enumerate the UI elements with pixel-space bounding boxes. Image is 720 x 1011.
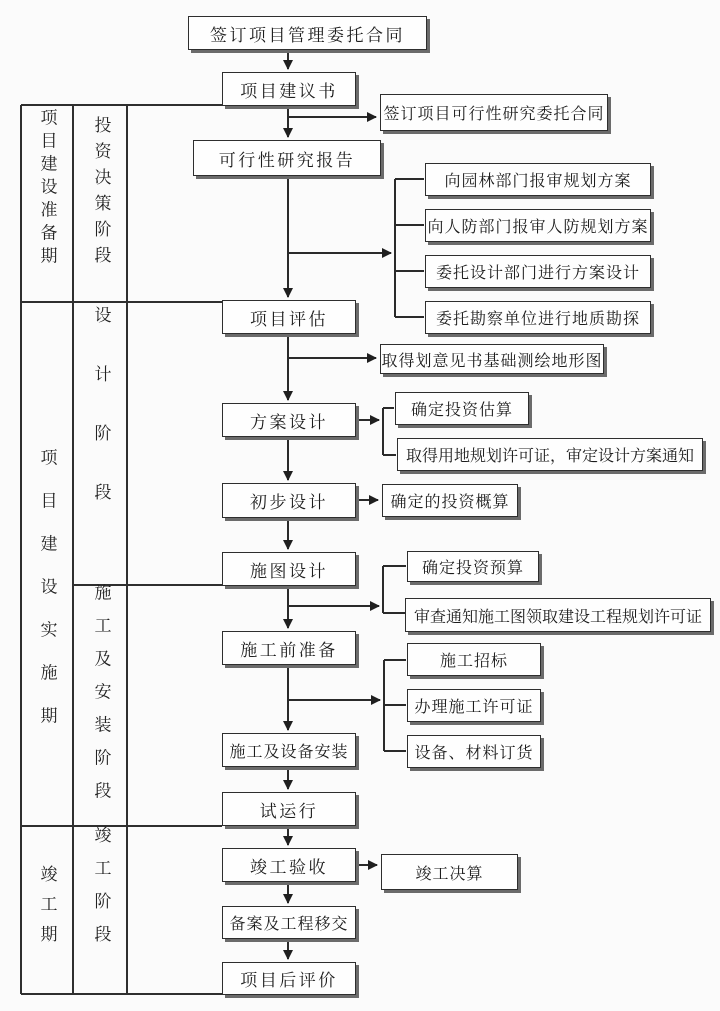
- side-box-completion-settlement: 竣工决算: [381, 854, 518, 890]
- side-box-equipment-material-ordering: 设备、材料订货: [407, 735, 541, 768]
- flow-step-construction-equipment-installation: 施工及设备安装: [222, 733, 356, 767]
- side-box-sign-feasibility-study-contract: 签订项目可行性研究委托合同: [380, 94, 608, 131]
- phase-label-preparation-period: 项目建设准备期: [37, 108, 57, 270]
- side-box-determine-investment-estimate: 确定投资估算: [395, 392, 529, 425]
- flow-step-filing-project-handover: 备案及工程移交: [222, 906, 356, 939]
- side-box-entrust-design-dept: 委托设计部门进行方案设计: [425, 255, 651, 288]
- side-box-construction-bidding: 施工招标: [407, 643, 541, 676]
- side-box-submit-planning-scheme-garden-dept: 向园林部门报审规划方案: [425, 163, 651, 196]
- flow-step-scheme-design: 方案设计: [222, 403, 356, 437]
- flow-step-construction-drawing-design: 施图设计: [222, 552, 356, 586]
- flow-step-completion-acceptance: 竣工验收: [222, 848, 356, 882]
- flow-step-feasibility-study-report: 可行性研究报告: [193, 140, 381, 176]
- side-box-obtain-land-planning-permit: 取得用地规划许可证，审定设计方案通知: [397, 438, 703, 471]
- phase-label-construction-installation-stage: 施工及安装阶段: [91, 583, 111, 815]
- side-box-determine-investment-budget: 确定投资预算: [407, 551, 539, 582]
- phase-label-completion-period: 竣工期: [37, 865, 57, 955]
- flow-step-project-proposal: 项目建议书: [222, 72, 356, 106]
- side-box-determined-investment-budget-estimate: 确定的投资概算: [382, 484, 518, 517]
- flow-step-preliminary-design: 初步设计: [222, 483, 356, 518]
- flow-step-trial-operation: 试运行: [222, 792, 356, 826]
- phase-label-investment-decision-stage: 投资决策阶段: [91, 116, 111, 272]
- phase-label-implementation-period: 项目建设实施期: [37, 448, 57, 750]
- side-box-entrust-survey-unit: 委托勘察单位进行地质勘探: [425, 301, 651, 334]
- side-box-submit-civil-defense-scheme: 向人防部门报审人防规划方案: [425, 209, 651, 242]
- flow-step-pre-construction-preparation: 施工前准备: [222, 631, 356, 665]
- flow-step-post-project-evaluation: 项目后评价: [222, 962, 356, 995]
- phase-label-completion-stage: 竣工阶段: [91, 826, 111, 958]
- phase-label-design-stage: 设计阶段: [91, 306, 111, 542]
- side-box-review-notice-construction-planning-permit: 审查通知施工图领取建设工程规划许可证: [405, 598, 711, 632]
- side-box-apply-construction-permit: 办理施工许可证: [407, 689, 541, 722]
- flow-step-project-evaluation: 项目评估: [222, 300, 356, 334]
- side-box-obtain-opinion-letter-topographic-map: 取得划意见书基础测绘地形图: [380, 344, 604, 374]
- flow-step-sign-project-management-contract: 签订项目管理委托合同: [188, 16, 427, 50]
